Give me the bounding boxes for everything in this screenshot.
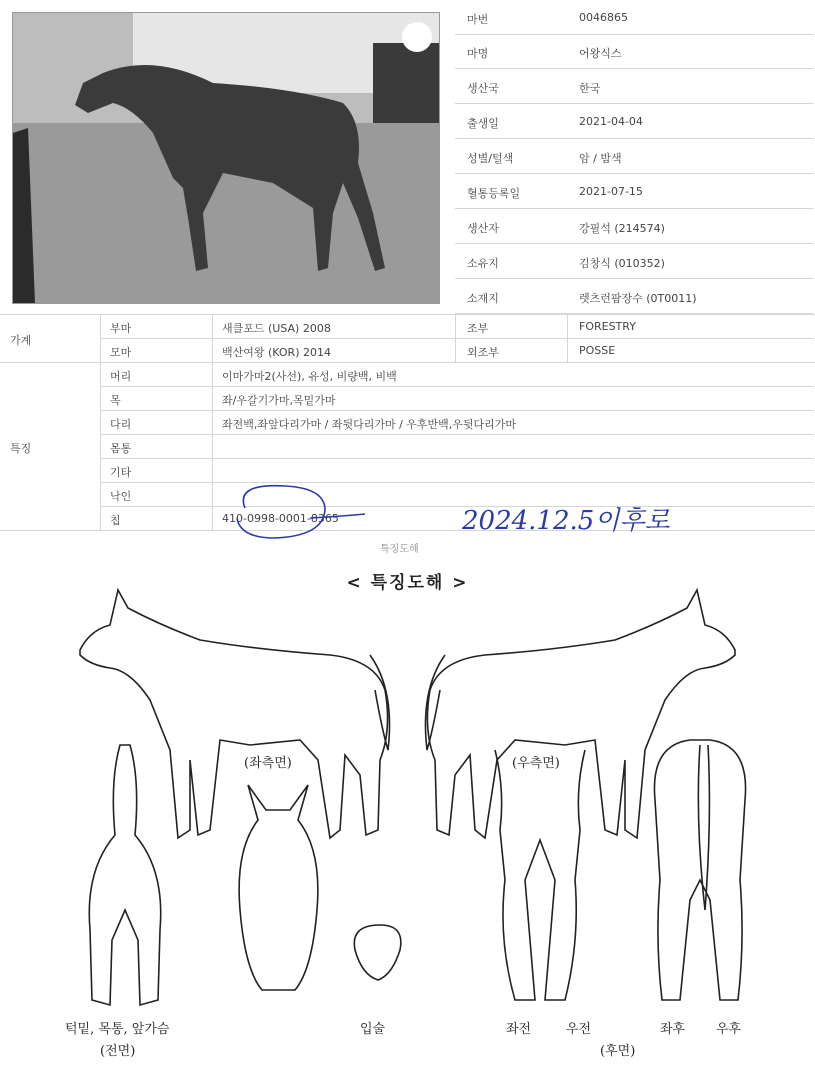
left-fore-label: 좌전 — [506, 1022, 532, 1037]
grandsire-label: 조부 — [467, 322, 489, 335]
info-value: 0046865 — [579, 11, 628, 24]
right-hind-label: 우후 — [716, 1022, 742, 1037]
grandsire-value: FORESTRY — [579, 320, 636, 333]
divider — [212, 314, 213, 530]
divider — [100, 458, 813, 459]
lineage-section-label: 가계 — [10, 334, 32, 347]
feature-label-other: 기타 — [110, 466, 132, 479]
horse-photo — [12, 12, 440, 304]
info-label: 혈통등록일 — [467, 187, 521, 200]
damsire-label: 외조부 — [467, 346, 499, 359]
divider — [100, 314, 101, 530]
info-row-birthdate — [455, 104, 813, 139]
rear-tail — [698, 745, 709, 910]
diagram-title: < 특징도해 > — [346, 573, 469, 593]
info-row-number — [455, 0, 813, 35]
info-label: 소재지 — [467, 292, 499, 305]
info-label: 생산국 — [467, 82, 499, 95]
info-label: 소유지 — [467, 257, 499, 270]
info-label: 성별/털색 — [467, 152, 514, 165]
left-side-label: (좌측면) — [244, 756, 292, 771]
right-side-label: (우측면) — [512, 756, 560, 771]
divider — [100, 338, 813, 339]
fore-legs — [495, 750, 585, 1000]
lips-view — [354, 925, 401, 980]
sire-label: 부마 — [110, 322, 132, 335]
info-row-registration — [455, 174, 813, 209]
features-section-label: 특징 — [10, 442, 32, 455]
info-row-sex-color — [455, 139, 813, 174]
horse-diagram — [0, 580, 815, 1072]
divider — [100, 386, 813, 387]
front-view — [89, 745, 160, 1005]
info-row-name — [455, 34, 813, 69]
info-label: 마명 — [467, 47, 489, 60]
feature-value-legs: 좌전백,좌앞다리가마 / 좌뒷다리가마 / 우후반백,우뒷다리가마 — [222, 418, 517, 431]
feature-label-body: 몸통 — [110, 442, 132, 455]
sire-value: 새클포드 (USA) 2008 — [222, 322, 331, 335]
info-value: 암 / 밤색 — [579, 152, 622, 165]
damsire-value: POSSE — [579, 344, 616, 357]
rear-label: (후면) — [600, 1044, 636, 1059]
info-label: 마번 — [467, 13, 489, 26]
info-value: 2021-04-04 — [579, 115, 643, 128]
right-fore-label: 우전 — [566, 1022, 592, 1037]
handwritten-date: 2024.12.5이후로 — [462, 506, 670, 536]
divider — [0, 314, 815, 315]
info-value: 렛츠런팜장수 (0T0011) — [579, 292, 697, 305]
info-value: 한국 — [579, 82, 601, 95]
feature-label-chip: 칩 — [110, 514, 121, 527]
info-label: 출생일 — [467, 117, 499, 130]
info-row-breeder — [455, 209, 813, 244]
lips-caption: 입술 — [360, 1022, 386, 1037]
feature-label-legs: 다리 — [110, 418, 132, 431]
info-row-country — [455, 69, 813, 104]
feature-label-brand: 낙인 — [110, 490, 132, 503]
head-view — [239, 785, 318, 990]
rear-view — [654, 740, 745, 1000]
handwritten-circle — [215, 478, 375, 548]
left-side-horse — [80, 590, 388, 838]
info-value: 김창식 (010352) — [579, 257, 665, 270]
front-label: (전면) — [100, 1044, 136, 1059]
divider — [100, 434, 813, 435]
divider — [455, 314, 456, 362]
info-label: 생산자 — [467, 222, 499, 235]
left-hind-label: 좌후 — [660, 1022, 686, 1037]
dam-label: 모마 — [110, 346, 132, 359]
right-side-horse — [427, 590, 735, 838]
dam-value: 백산여왕 (KOR) 2014 — [222, 346, 331, 359]
info-value: 강필석 (214574) — [579, 222, 665, 235]
divider — [0, 530, 815, 531]
info-value: 2021-07-15 — [579, 185, 643, 198]
divider — [0, 362, 815, 363]
divider — [100, 410, 813, 411]
divider — [100, 482, 813, 483]
feature-label-head: 머리 — [110, 370, 132, 383]
info-row-owner — [455, 244, 813, 279]
info-value: 어왕식스 — [579, 47, 622, 60]
diagram-small-header: 특징도해 — [380, 544, 419, 555]
feature-value-neck: 좌/우갈기가마,목밑가마 — [222, 394, 336, 407]
divider — [100, 506, 813, 507]
feature-label-neck: 목 — [110, 394, 121, 407]
feature-value-head: 이마가마2(사선), 유성, 비량백, 비백 — [222, 370, 397, 383]
divider — [567, 314, 568, 362]
feature-value-chip: 410-0998-0001-8365 — [222, 512, 339, 525]
info-row-location — [455, 279, 813, 314]
front-captions: 턱밑, 목통, 앞가슴 — [65, 1022, 170, 1037]
